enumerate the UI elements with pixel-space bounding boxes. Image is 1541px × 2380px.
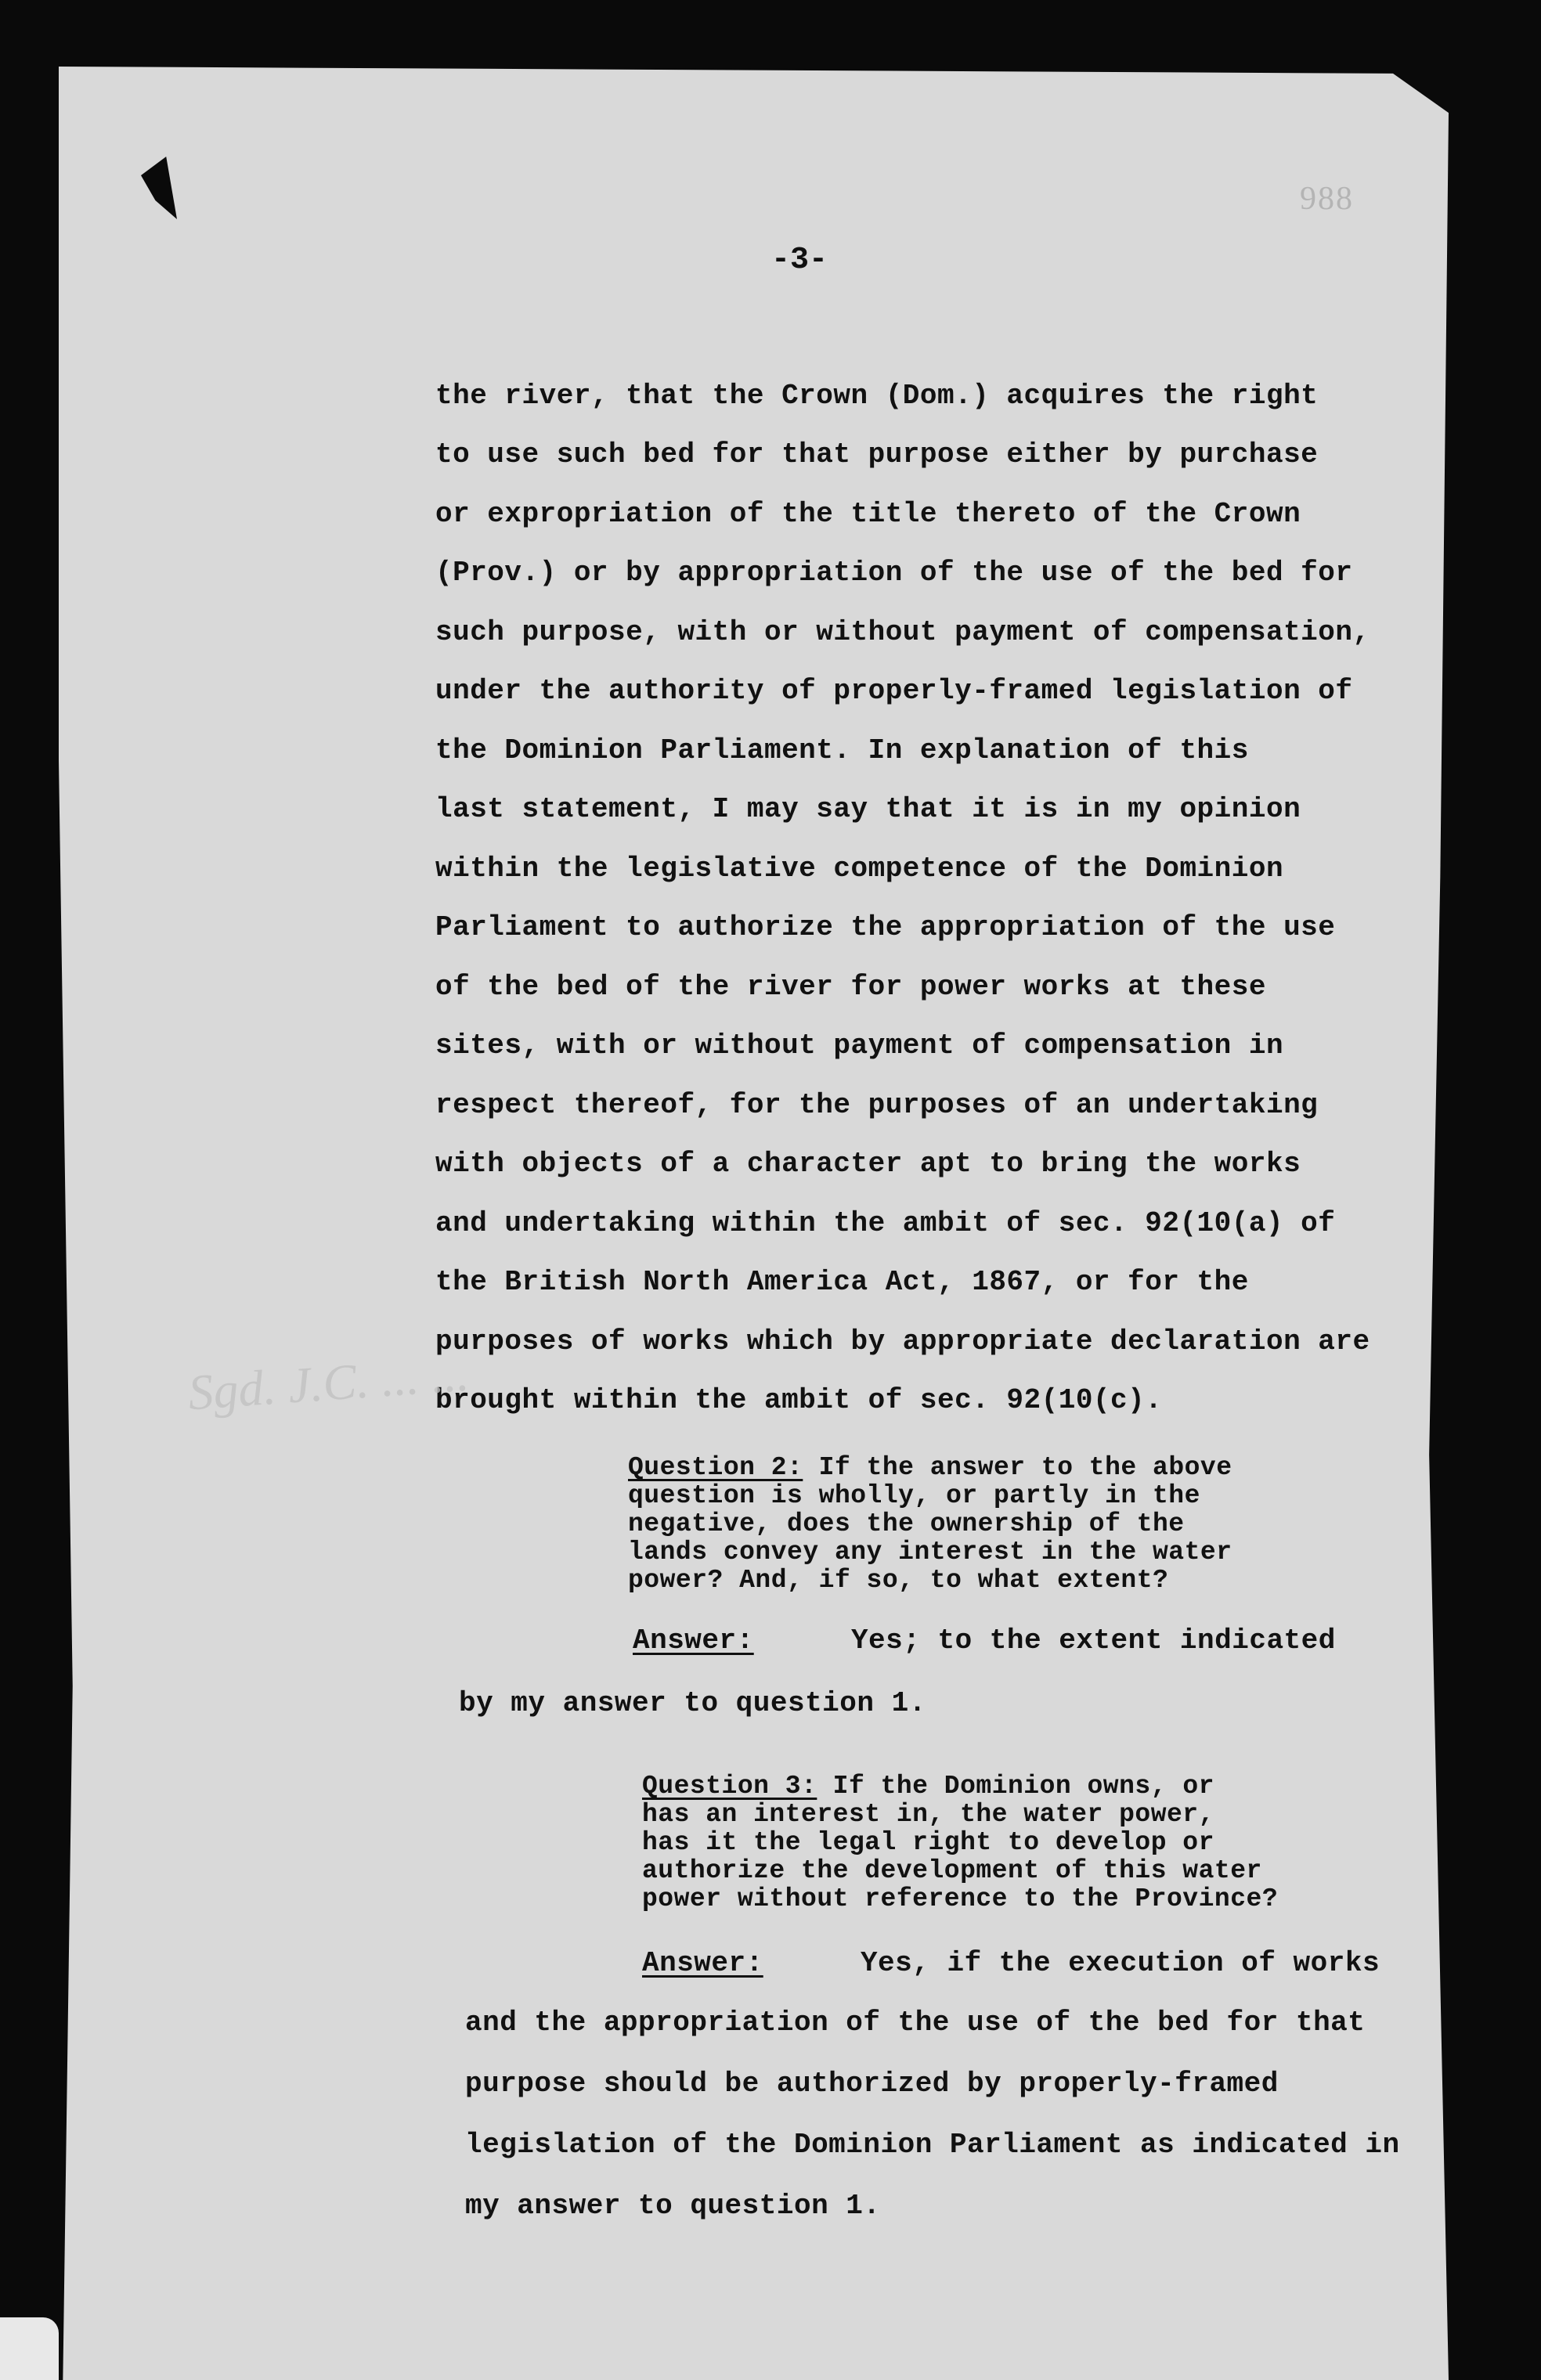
- page-number: -3-: [771, 243, 828, 278]
- question-3-line: has it the legal right to develop or: [642, 1828, 1214, 1857]
- body-line: brought within the ambit of sec. 92(10(c).: [435, 1384, 1163, 1416]
- question-2-line: question is wholly, or partly in the: [628, 1481, 1200, 1510]
- question-3-line: authorize the development of this water: [642, 1856, 1262, 1885]
- answer-2-text: Yes; to the extent indicated: [850, 1625, 1336, 1657]
- answer-3-line: purpose should be authorized by properly-framed: [465, 2068, 1279, 2100]
- body-line: within the legislative competence of the Dominion: [435, 853, 1284, 885]
- body-line: under the authority of properly-framed legislation of: [435, 675, 1353, 707]
- faint-handwritten-note: Sgd. J.C. ... ...: [186, 1345, 471, 1421]
- question-2-text: If the answer to the above: [818, 1453, 1232, 1482]
- body-line: the British North America Act, 1867, or for the: [435, 1266, 1249, 1298]
- body-line: (Prov.) or by appropriation of the use of the bed for: [435, 557, 1353, 589]
- answer-3-line: and the appropriation of the use of the bed for that: [465, 2007, 1366, 2039]
- body-line: of the bed of the river for power works at these: [435, 971, 1266, 1003]
- body-line: to use such bed for that purpose either by purchase: [435, 438, 1319, 471]
- body-line: the river, that the Crown (Dom.) acquires the right: [435, 380, 1319, 412]
- body-line: sites, with or without payment of compensation in: [435, 1030, 1284, 1062]
- question-2-line: lands convey any interest in the water: [628, 1538, 1232, 1567]
- folio-stamp: 988: [1300, 181, 1354, 217]
- answer-3-first-line: [642, 1947, 1380, 1979]
- body-line: respect thereof, for the purposes of an undertaking: [435, 1089, 1319, 1121]
- question-2-first-line: [628, 1455, 1232, 1480]
- film-edge: [0, 2317, 59, 2380]
- question-3-first-line: [642, 1773, 1214, 1799]
- body-line: purposes of works which by appropriate declaration are: [435, 1325, 1370, 1358]
- answer-3-text: Yes, if the execution of works: [860, 1947, 1380, 1979]
- body-line: and undertaking within the ambit of sec. 92(10(a) of: [435, 1207, 1336, 1239]
- question-2-line: power? And, if so, to what extent?: [628, 1566, 1169, 1595]
- answer-2-first-line: [633, 1625, 1336, 1657]
- answer-3-label: Answer:: [642, 1947, 763, 1979]
- body-line: last statement, I may say that it is in my opinion: [435, 793, 1301, 825]
- question-3-line: has an interest in, the water power,: [642, 1800, 1214, 1829]
- body-line: Parliament to authorize the appropriation of the use: [435, 911, 1336, 943]
- body-line: with objects of a character apt to bring the works: [435, 1148, 1301, 1180]
- answer-2-label: Answer:: [633, 1625, 754, 1657]
- question-2-line: negative, does the ownership of the: [628, 1509, 1185, 1538]
- body-line: the Dominion Parliament. In explanation of this: [435, 734, 1249, 766]
- question-3-text: If the Dominion owns, or: [832, 1772, 1214, 1801]
- answer-2-line: by my answer to question 1.: [459, 1687, 926, 1719]
- question-3-label: Question 3:: [642, 1772, 817, 1801]
- body-line: or expropriation of the title thereto of the Crown: [435, 498, 1301, 530]
- question-3-line: power without reference to the Province?: [642, 1884, 1279, 1913]
- answer-3-line: legislation of the Dominion Parliament as indicated in: [465, 2129, 1400, 2161]
- question-2-label: Question 2:: [628, 1453, 803, 1482]
- body-line: such purpose, with or without payment of compensation,: [435, 616, 1370, 648]
- answer-3-line: my answer to question 1.: [465, 2190, 881, 2222]
